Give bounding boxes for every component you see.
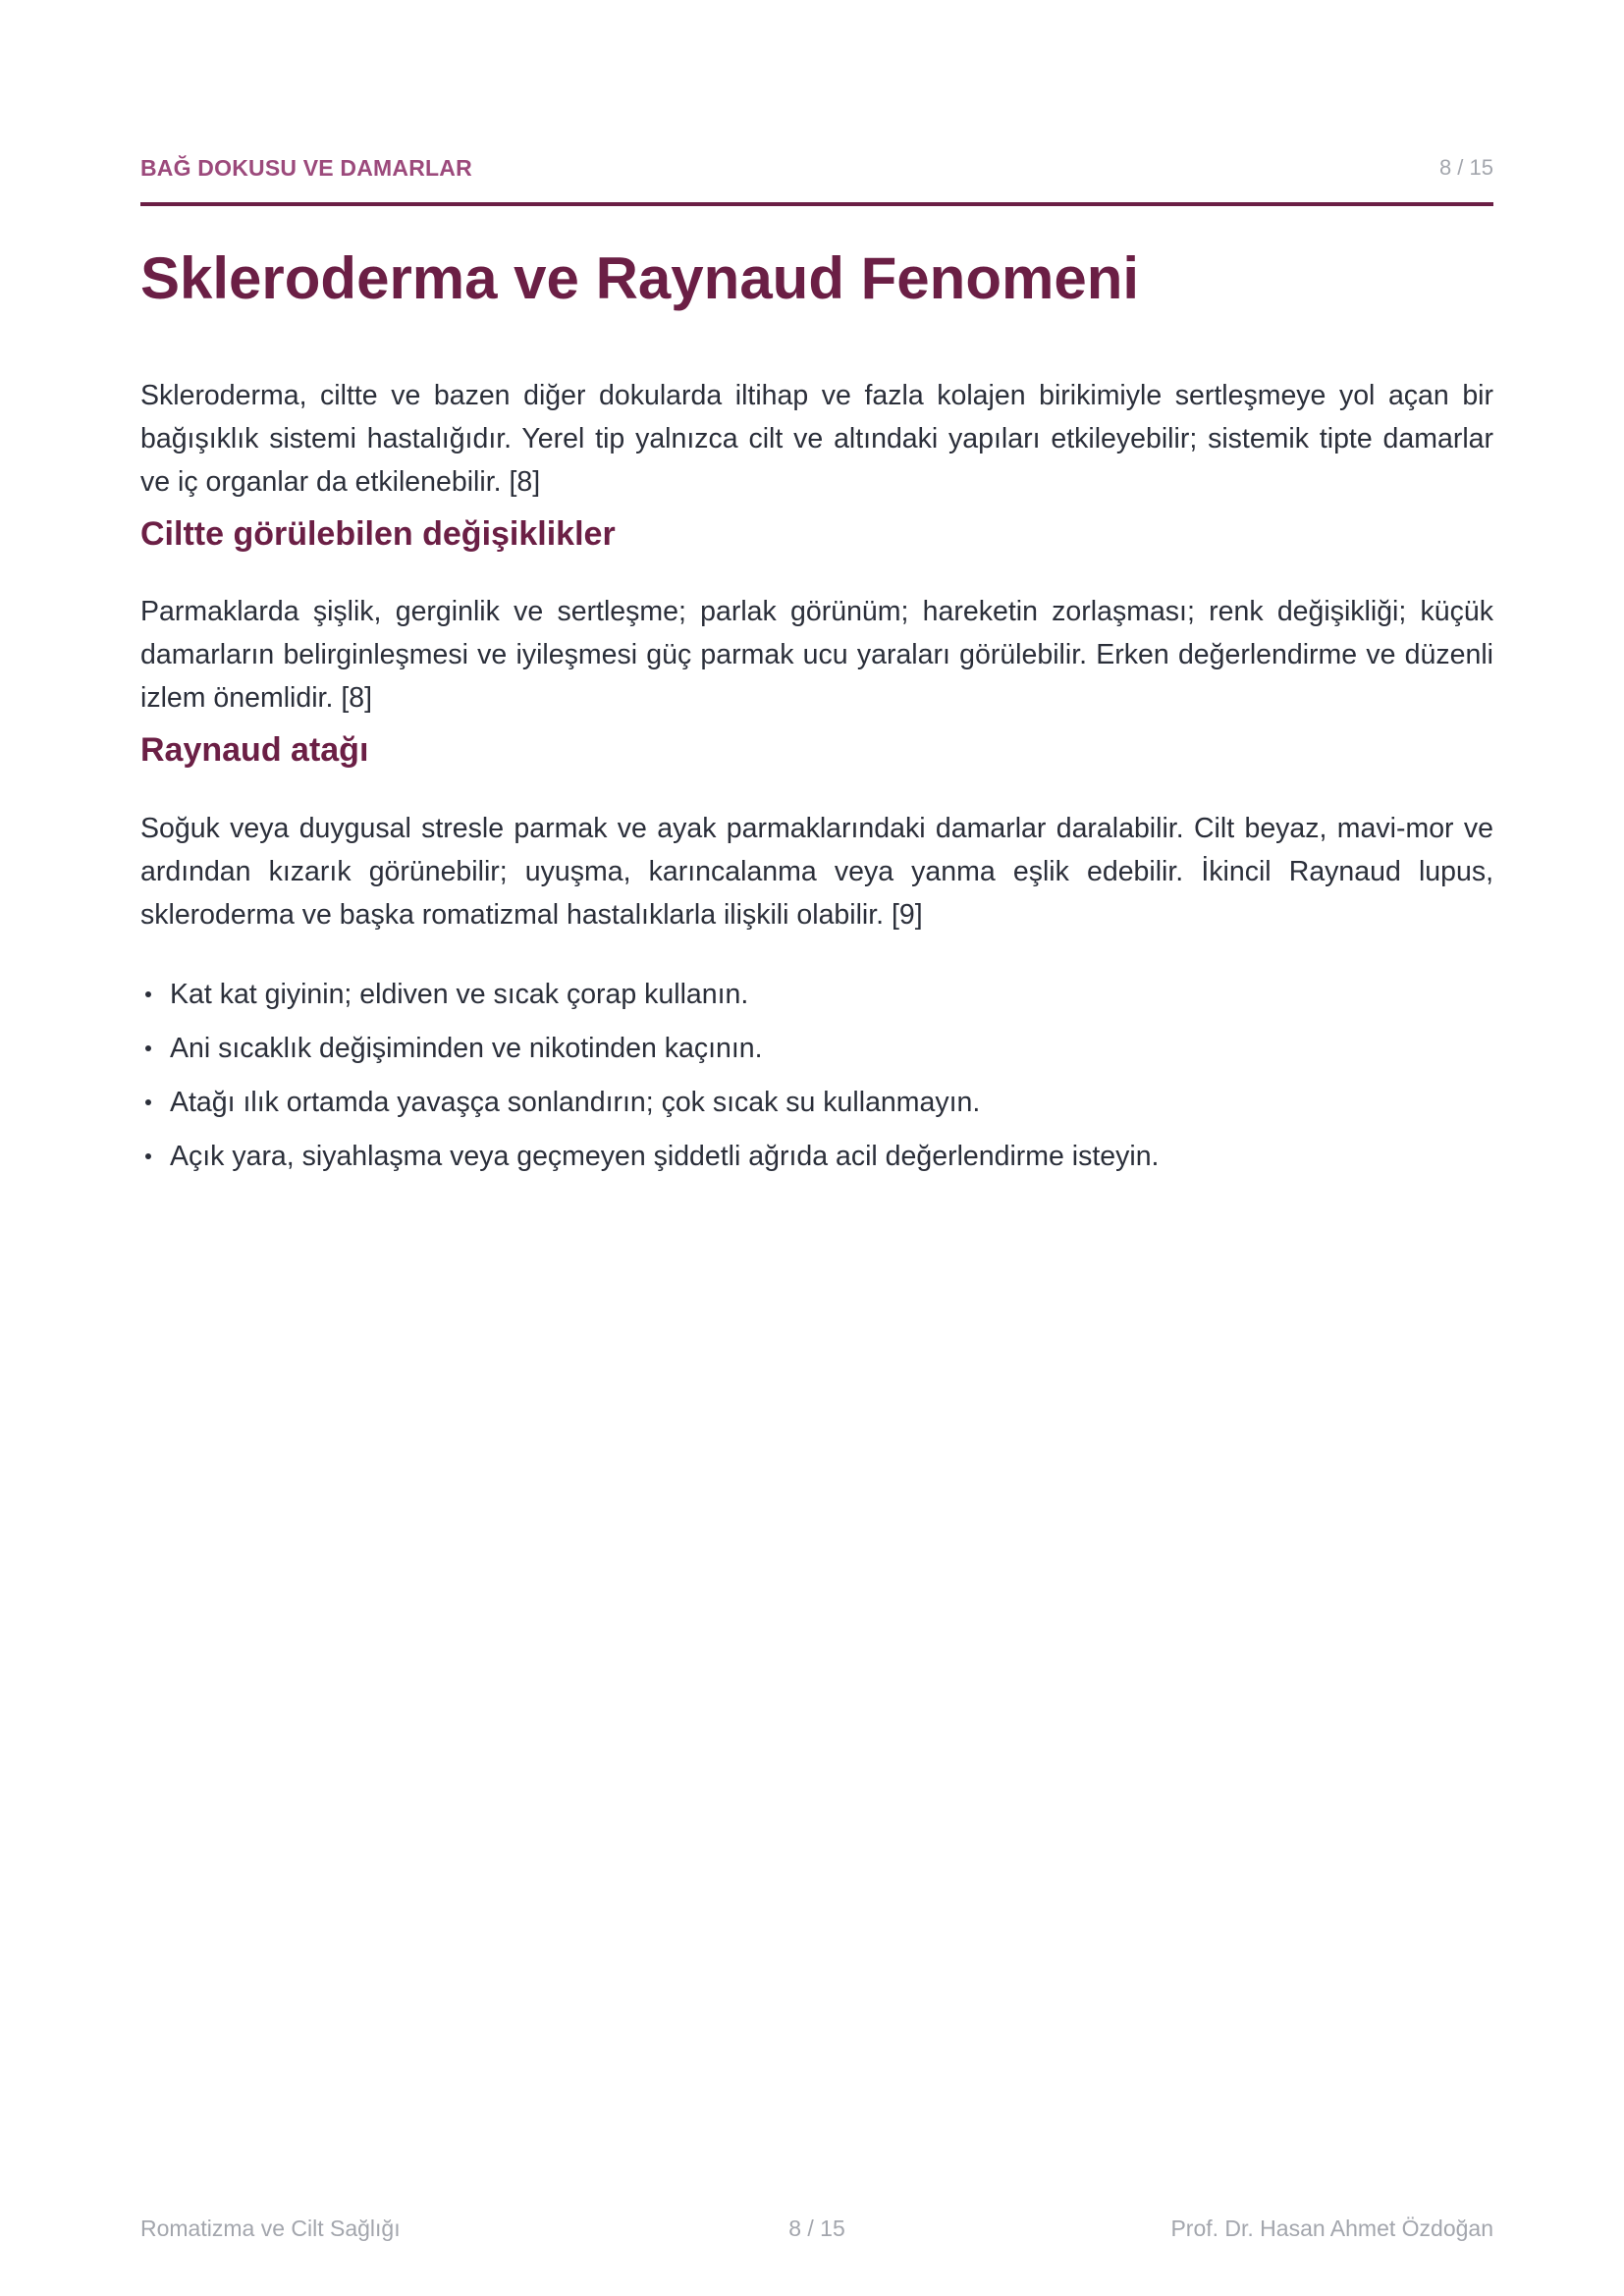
footer-author: Prof. Dr. Hasan Ahmet Özdoğan xyxy=(1170,2216,1493,2241)
header-divider xyxy=(140,202,1493,206)
bullet-icon xyxy=(145,1045,151,1051)
header-page-number: 8 / 15 xyxy=(1438,155,1493,180)
list-item xyxy=(140,1136,1493,1190)
bullet-icon xyxy=(145,1153,151,1159)
bullet-icon xyxy=(145,1099,151,1105)
list-item-text: Ani sıcaklık değişiminden ve nikotinden kaçının. xyxy=(170,1033,763,1064)
list-item xyxy=(140,1082,1493,1136)
section-heading-raynaud-attack: Raynaud atağı xyxy=(140,731,369,769)
page-title: Skleroderma ve Raynaud Fenomeni xyxy=(140,245,1140,311)
list-item xyxy=(140,1028,1493,1082)
section-label: BAĞ DOKUSU VE DAMARLAR xyxy=(140,155,472,181)
document-page xyxy=(140,0,1493,2296)
footer-page-number: 8 / 15 xyxy=(788,2216,845,2241)
list-item xyxy=(140,974,1493,1028)
advice-bullet-list xyxy=(140,974,1493,1190)
bullet-icon xyxy=(145,991,151,997)
section-heading-skin-changes: Ciltte görülebilen değişiklikler xyxy=(140,515,616,553)
section-paragraph-raynaud-attack: Soğuk veya duygusal stresle parmak ve ayak parmaklarındaki damarlar daralabilir. Cilt beyaz, mavi-mor ve ardından kızarık görünebilir; uyuşma, karıncalanma veya yanma eşlik edebilir. İkincil Raynaud lupus, skleroderma ve başka romatizmal hastalıklarla ilişkili olabilir. [9] xyxy=(140,813,1493,931)
running-footer xyxy=(140,2216,1493,2245)
running-header xyxy=(140,155,1493,185)
list-item-text: Atağı ılık ortamda yavaşça sonlandırın; çok sıcak su kullanmayın. xyxy=(170,1087,981,1118)
section-paragraph-skin-changes: Parmaklarda şişlik, gerginlik ve sertleşme; parlak görünüm; hareketin zorlaşması; renk değişikliği; küçük damarların belirginleşmesi ve iyileşmesi güç parmak ucu yaraları görülebilir. Erken değerlendirme ve düzenli izlem önemlidir. [8] xyxy=(140,596,1493,714)
intro-paragraph: Skleroderma, ciltte ve bazen diğer dokularda iltihap ve fazla kolajen birikimiyle sertleşmeye yol açan bir bağışıklık sistemi hastalığıdır. Yerel tip yalnızca cilt ve altındaki yapıları etkileyebilir; sistemik tipte damarlar ve iç organlar da etkilenebilir. [8] xyxy=(140,380,1493,498)
list-item-text: Kat kat giyinin; eldiven ve sıcak çorap kullanın. xyxy=(170,979,749,1010)
footer-book-title: Romatizma ve Cilt Sağlığı xyxy=(140,2216,401,2241)
list-item-text: Açık yara, siyahlaşma veya geçmeyen şiddetli ağrıda acil değerlendirme isteyin. xyxy=(170,1141,1160,1172)
